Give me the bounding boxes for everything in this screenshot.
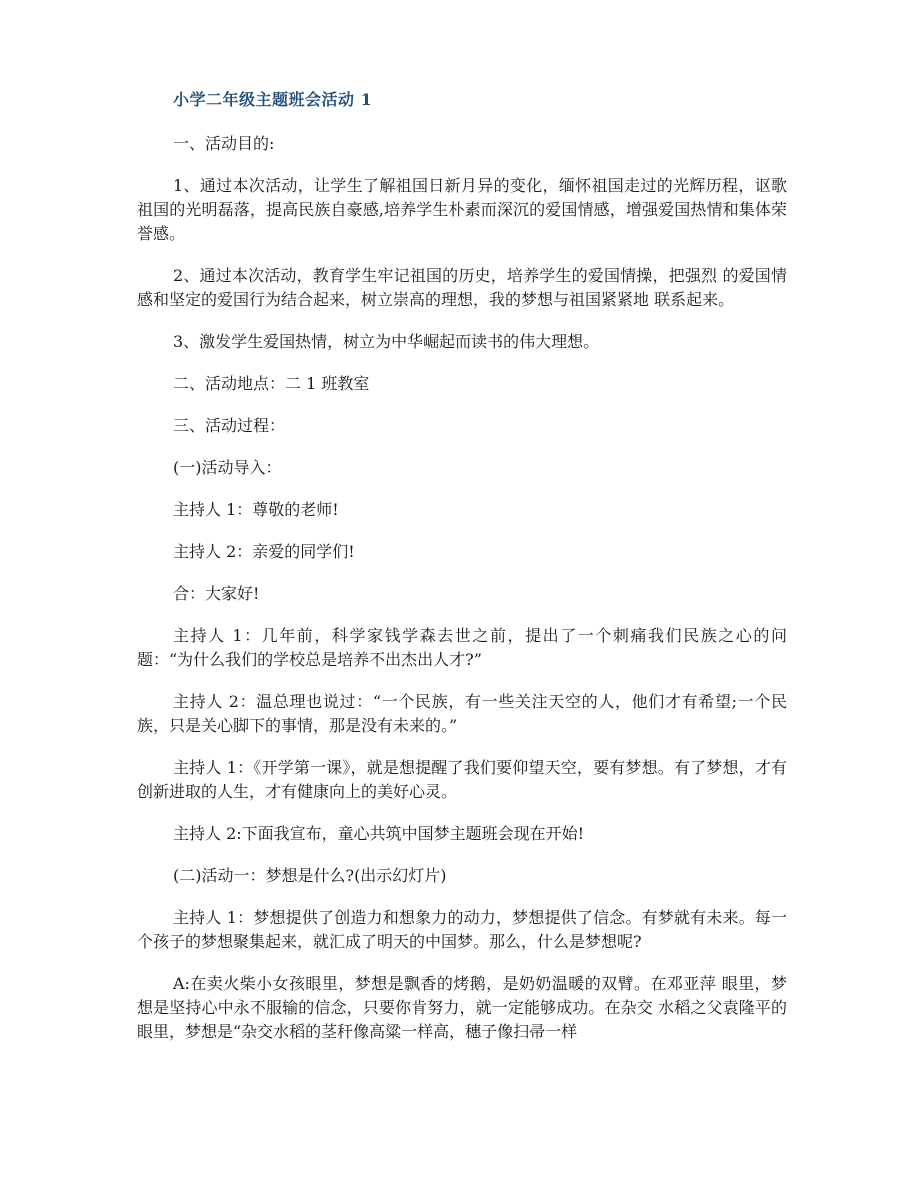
- dialogue-line: 主持人 2：亲爱的同学们!: [173, 542, 355, 561]
- subsection-intro: (一)活动导入：: [173, 458, 282, 477]
- document-body: [137, 88, 787, 1062]
- dialogue-line: 主持人 2：温总理也说过：“一个民族，有一些关注天空的人，他们才有希望;一个民族，只是关心脚下的事情，那是没有未来的。”: [137, 692, 787, 735]
- dialogue-line: 主持人 1：尊敬的老师!: [173, 500, 339, 519]
- dialogue-line: 主持人 1：梦想提供了创造力和想象力的动力，梦想提供了信念。有梦就有未来。每一个孩子的梦想聚集起来，就汇成了明天的中国梦。那么，什么是梦想呢?: [137, 908, 787, 951]
- document-title: 小学二年级主题班会活动 1: [173, 90, 373, 109]
- purpose-item-3: 3、激发学生爱国热情，树立为中华崛起而读书的伟大理想。: [173, 332, 600, 351]
- purpose-item-1: 1、通过本次活动，让学生了解祖国日新月异的变化，缅怀祖国走过的光辉历程，讴歌祖国的光明磊落，提高民族自豪感,培养学生朴素而深沉的爱国情感，增强爱国热情和集体荣誉感。: [137, 176, 787, 243]
- subsection-activity-one: (二)活动一：梦想是什么?(出示幻灯片): [173, 866, 447, 885]
- dialogue-line: 主持人 1：几年前，科学家钱学森去世之前，提出了一个刺痛我们民族之心的问题：“为什么我们的学校总是培养不出杰出人才?”: [137, 626, 787, 669]
- section-heading-purpose: 一、活动目的:: [173, 134, 275, 153]
- section-heading-location: 二、活动地点：二 1 班教室: [173, 374, 370, 393]
- section-heading-process: 三、活动过程：: [173, 416, 286, 435]
- dialogue-line: 合：大家好!: [173, 584, 260, 603]
- dialogue-line: A:在卖火柴小女孩眼里，梦想是飘香的烤鹅，是奶奶温暖的双臂。在邓亚萍 眼里，梦想是坚持心中永不服输的信念，只要你肯努力，就一定能够成功。在杂交 水稻之父袁隆平的眼里，梦想是“杂交水稻的茎秆像高粱一样高，穗子像扫帚一样: [137, 974, 787, 1041]
- dialogue-line: 主持人 2:下面我宣布，童心共筑中国梦主题班会现在开始!: [173, 824, 585, 843]
- dialogue-line: 主持人 1：《开学第一课》，就是想提醒了我们要仰望天空，要有梦想。有了梦想，才有创新进取的人生，才有健康向上的美好心灵。: [137, 758, 787, 801]
- purpose-item-2: 2、通过本次活动，教育学生牢记祖国的历史，培养学生的爱国情操，把强烈 的爱国情感和坚定的爱国行为结合起来，树立崇高的理想，我的梦想与祖国紧紧地 联系起来。: [137, 266, 787, 309]
